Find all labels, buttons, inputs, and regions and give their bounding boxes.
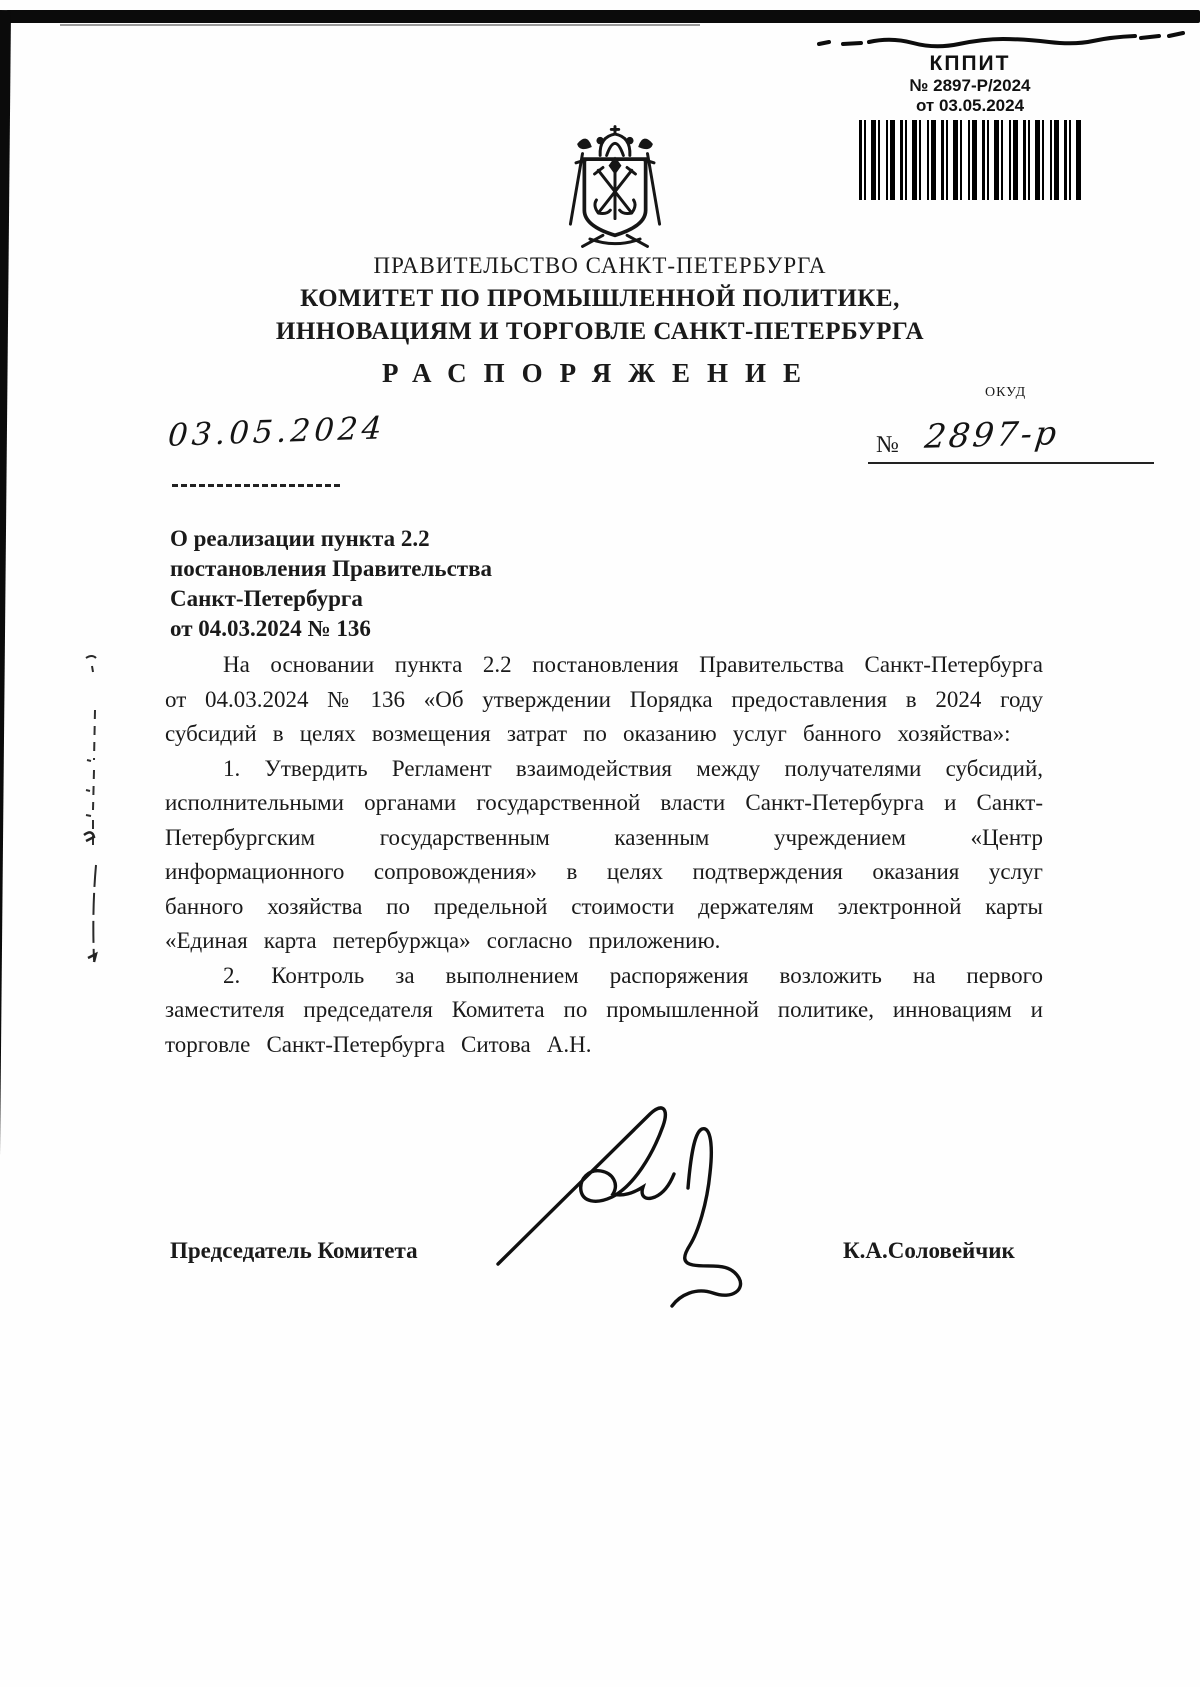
- stamp-number: № 2897-Р/2024: [909, 76, 1031, 95]
- government-line: ПРАВИТЕЛЬСТВО САНКТ-ПЕТЕРБУРГА: [373, 253, 827, 278]
- committee-line-2: ИННОВАЦИЯМ И ТОРГОВЛЕ САНКТ-ПЕТЕРБУРГА: [275, 318, 925, 345]
- number-underline: [868, 462, 1154, 464]
- committee-line-1: КОМИТЕТ ПО ПРОМЫШЛЕННОЙ ПОЛИТИКЕ,: [300, 285, 900, 312]
- scan-tear-line: [815, 28, 1190, 54]
- subject-line: постановления Правительства: [170, 556, 492, 581]
- scan-edge-left: [0, 10, 11, 1687]
- registration-stamp: [830, 52, 1110, 200]
- scan-edge-top-shadow: [60, 24, 700, 26]
- saint-petersburg-coat-of-arms-icon: [545, 122, 685, 252]
- subject-block: [170, 524, 492, 644]
- scan-binding-marks: [62, 640, 122, 970]
- handwritten-date: 03.05.2024: [166, 410, 387, 454]
- date-underline: [172, 484, 340, 487]
- subject-line: Санкт-Петербурга: [170, 586, 363, 611]
- okud-label: ОКУД: [985, 385, 1027, 400]
- signer-name: К.А.Соловейчик: [843, 1238, 1015, 1263]
- body-paragraph-preamble: На основании пункта 2.2 постановления Правительства Санкт-Петербурга от 04.03.2024 № 136 «Об утверждении Порядка предоставления в 2024 году субсидий в целях возмещения затрат по оказанию услуг банного хозяйства»:: [165, 652, 1043, 746]
- subject-line: О реализации пункта 2.2: [170, 526, 430, 551]
- handwritten-number: 2897-р: [922, 413, 1062, 456]
- stamp-date: от 03.05.2024: [915, 96, 1025, 115]
- stamp-org-name: КППИТ: [929, 52, 1011, 75]
- letterhead: [60, 250, 1140, 390]
- signature-icon: [482, 1092, 782, 1312]
- number-sign: №: [876, 432, 899, 458]
- subject-line: от 04.03.2024 № 136: [170, 616, 371, 641]
- barcode: [859, 120, 1081, 200]
- body-paragraph-item-2: 2. Контроль за выполнением распоряжения возложить на первого заместителя председателя Комитета по промышленной политике, инновациям и торговле Санкт-Петербурга Ситова А.Н.: [165, 962, 1043, 1057]
- scan-edge-top: [6, 10, 1200, 23]
- body-paragraph-item-1: 1. Утвердить Регламент взаимодействия между получателями субсидий, исполнительными органами государственной власти Санкт-Петербурга и Санкт-Петербургским государственным казенным учреждением «Центр информационного сопровождения» в целях подтверждения оказания услуг банного хозяйства по предельной стоимости держателям электронной карты «Единая карта петербуржца» согласно приложению.: [165, 755, 1043, 953]
- signer-position-title: Председатель Комитета: [170, 1238, 418, 1263]
- document-body: [165, 648, 1043, 1062]
- document-type-title: РАСПОРЯЖЕНИЕ: [381, 358, 819, 388]
